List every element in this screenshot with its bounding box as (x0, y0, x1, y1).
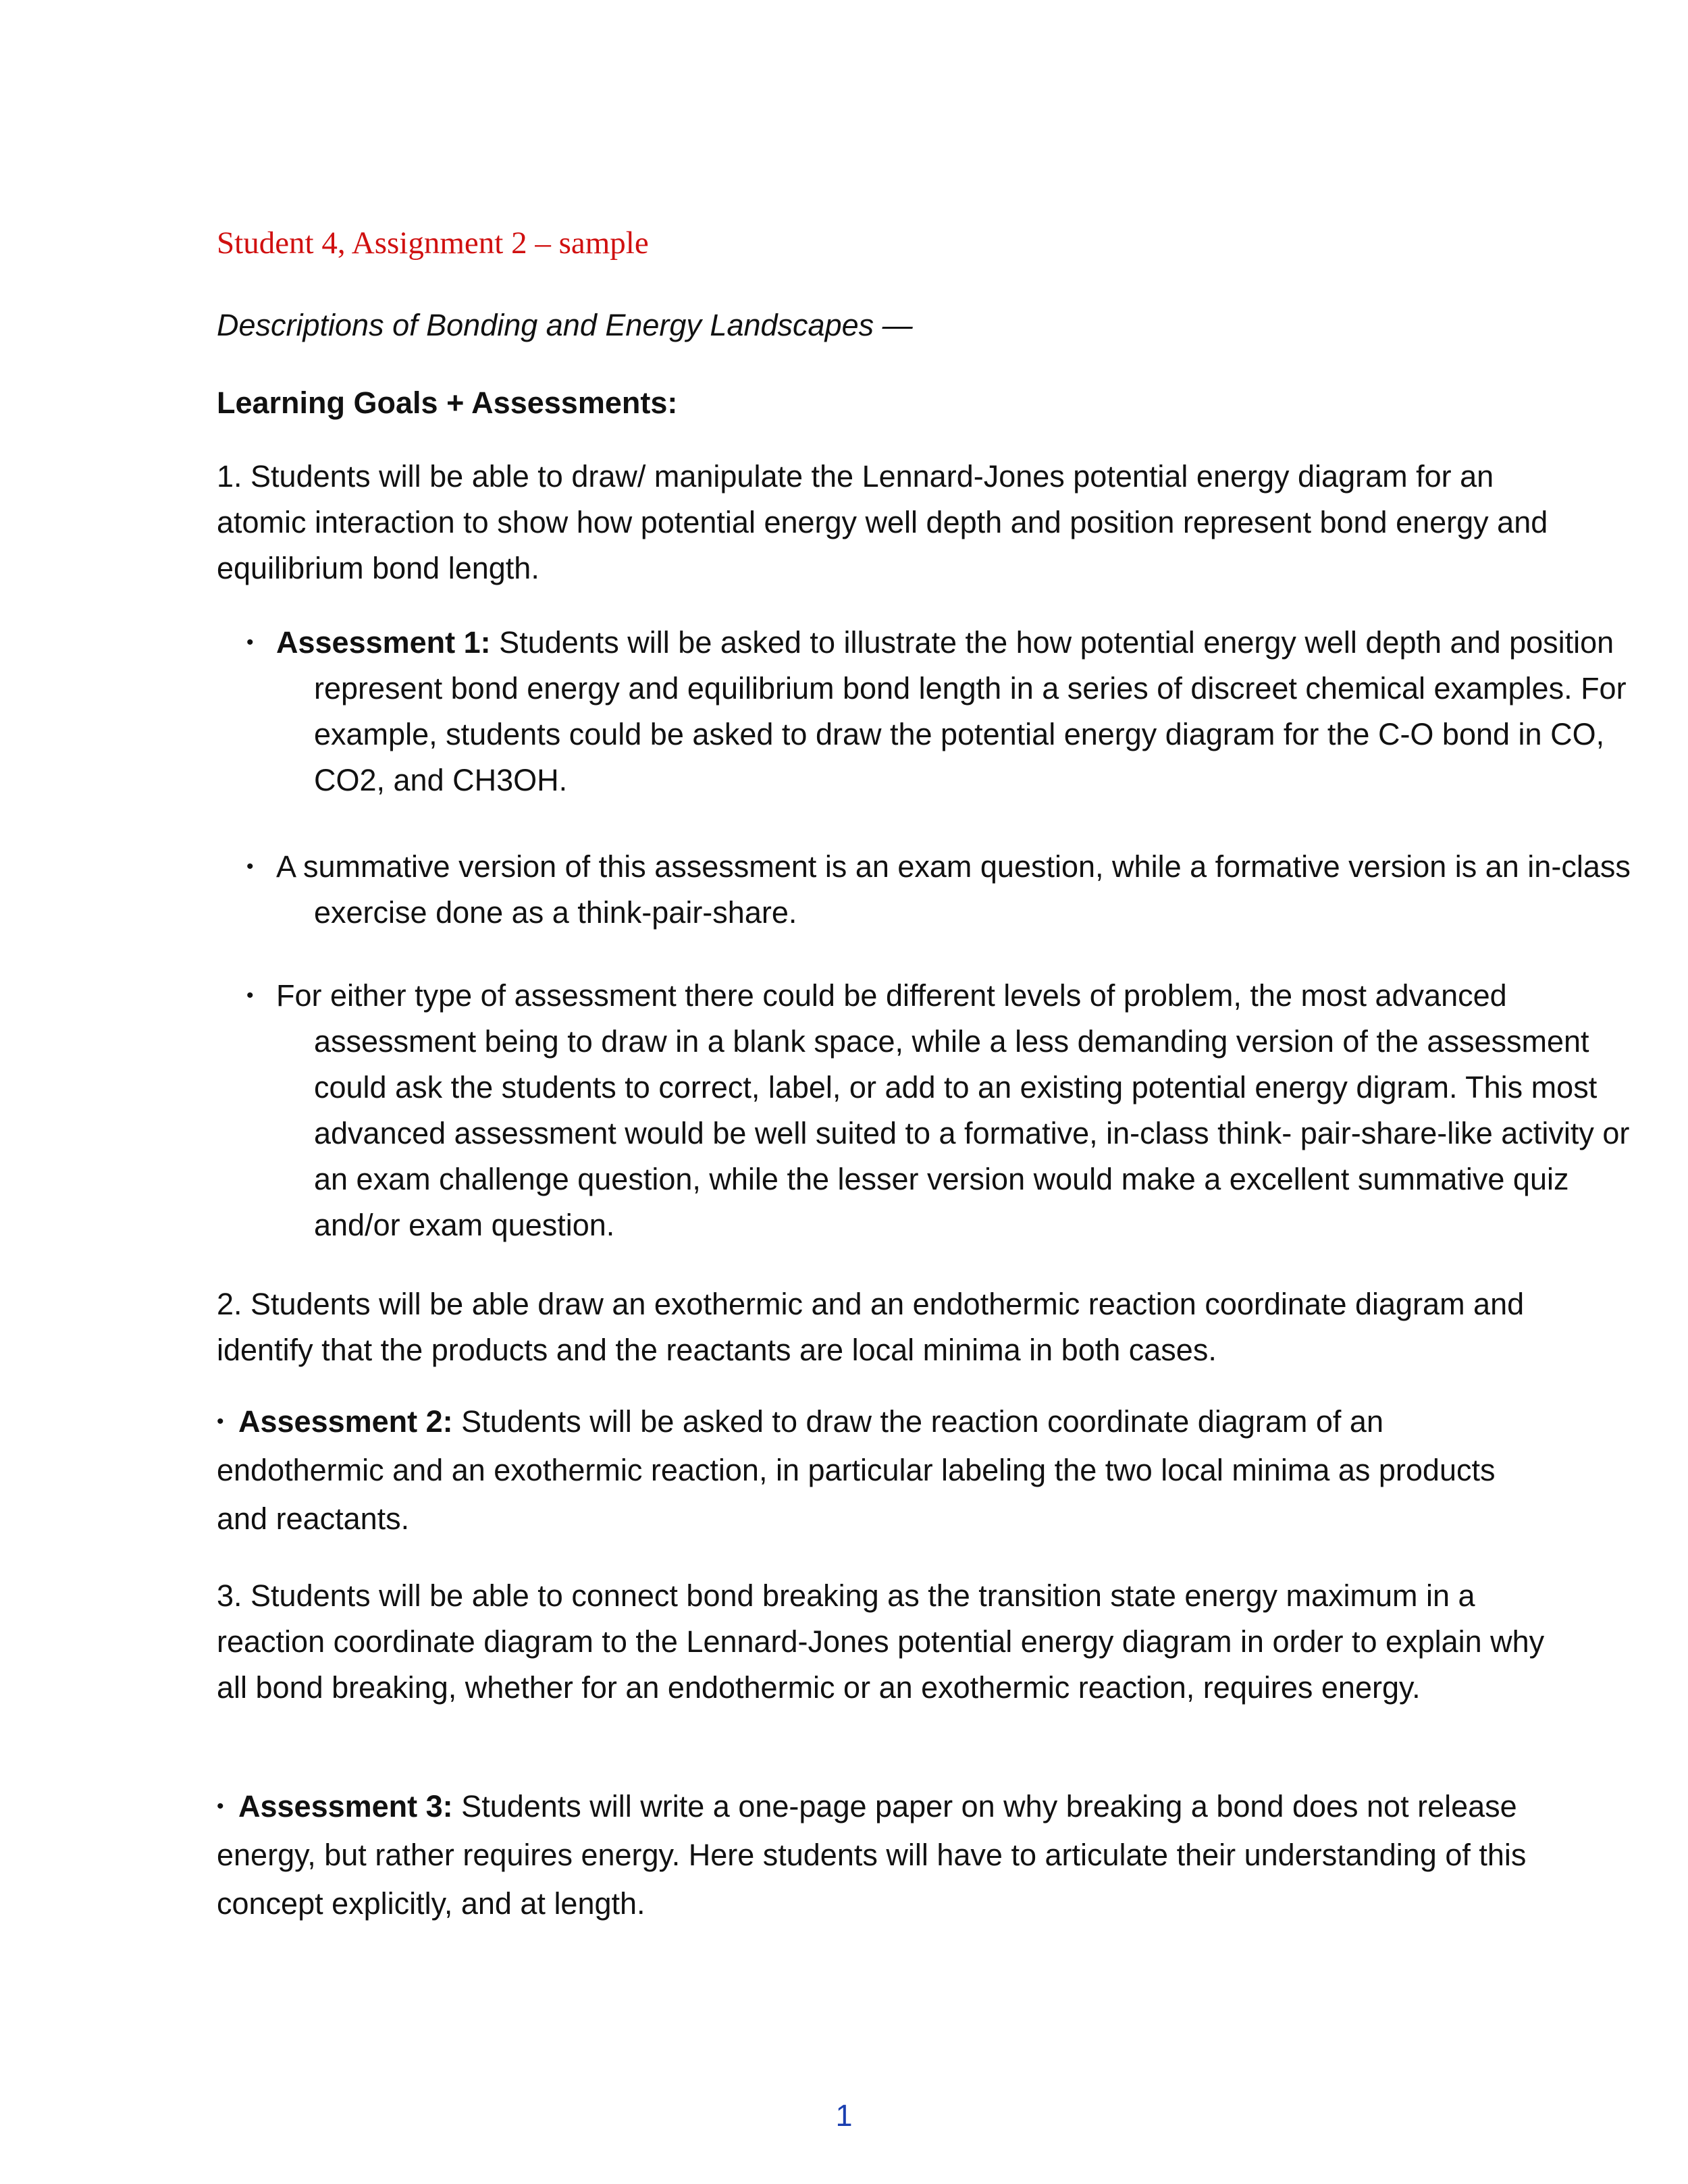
assessment-2-label: Assessment 2: (238, 1404, 453, 1439)
bullet-icon: • (217, 1795, 224, 1817)
assessment-3-bullet (217, 1782, 1550, 1928)
summative-formative-bullet (217, 844, 1647, 936)
page-number: 1 (835, 2098, 853, 2133)
bullet-icon: • (217, 1410, 224, 1433)
section-heading: Learning Goals + Assessments: (217, 385, 678, 420)
learning-goal-2: 2. Students will be able draw an exothermic and an endothermic reaction coordinate diagram and identify that the products and the reactants are local minima in both cases. (217, 1287, 1525, 1367)
bullet-icon: • (246, 855, 254, 878)
assessment-3-label: Assessment 3: (238, 1789, 453, 1823)
assessment-1-bullet (217, 620, 1647, 803)
assessment-levels-text: For either type of assessment there could be different levels of problem, the most advanced assessment being to draw in a blank space, while a less demanding version of the assessment could ask the students to correct, label, or add to an existing potential energy digram. This most advanced assessment would be well suited to a formative, in-class think- pair-share-like activity or an exam challenge question, while the lesser version would make a excellent summative quiz and/or exam question. (276, 978, 1630, 1242)
document-header: Student 4, Assignment 2 – sample (217, 225, 649, 261)
learning-goal-3: 3. Students will be able to connect bond breaking as the transition state energy maximum in a reaction coordinate diagram to the Lennard-Jones potential energy diagram in order to explain why all bond breaking, whether for an endothermic or an exothermic reaction, requires energy. (217, 1578, 1545, 1705)
summative-formative-text: A summative version of this assessment is an exam question, while a formative version is an in-class exercise done as a think-pair-share. (276, 849, 1631, 930)
assessment-1-text: Students will be asked to illustrate the how potential energy well depth and position represent bond energy and equilibrium bond length in a series of discreet chemical examples. For example, students could be asked to draw the potential energy diagram for the C-O bond in CO, CO2, and CH3OH. (314, 625, 1627, 797)
assessment-2-text: Students will be asked to draw the reaction coordinate diagram of an endothermic and an exothermic reaction, in particular labeling the two local minima as products and reactants. (217, 1404, 1496, 1536)
assessment-1-label: Assessment 1: (276, 625, 491, 660)
document-subtitle: Descriptions of Bonding and Energy Landscapes — (217, 308, 913, 342)
assessment-3-text: Students will write a one-page paper on why breaking a bond does not release energy, but rather requires energy. Here students will have to articulate their understanding of this concept explicitly, and at length. (217, 1789, 1527, 1921)
bullet-icon: • (246, 984, 254, 1007)
bullet-icon: • (246, 631, 254, 654)
learning-goal-1: 1. Students will be able to draw/ manipulate the Lennard-Jones potential energy diagram for an atomic interaction to show how potential energy well depth and position represent bond energy and equilibrium bond length. (217, 459, 1548, 585)
assessment-levels-bullet (217, 973, 1647, 1248)
assessment-2-bullet (217, 1397, 1550, 1543)
